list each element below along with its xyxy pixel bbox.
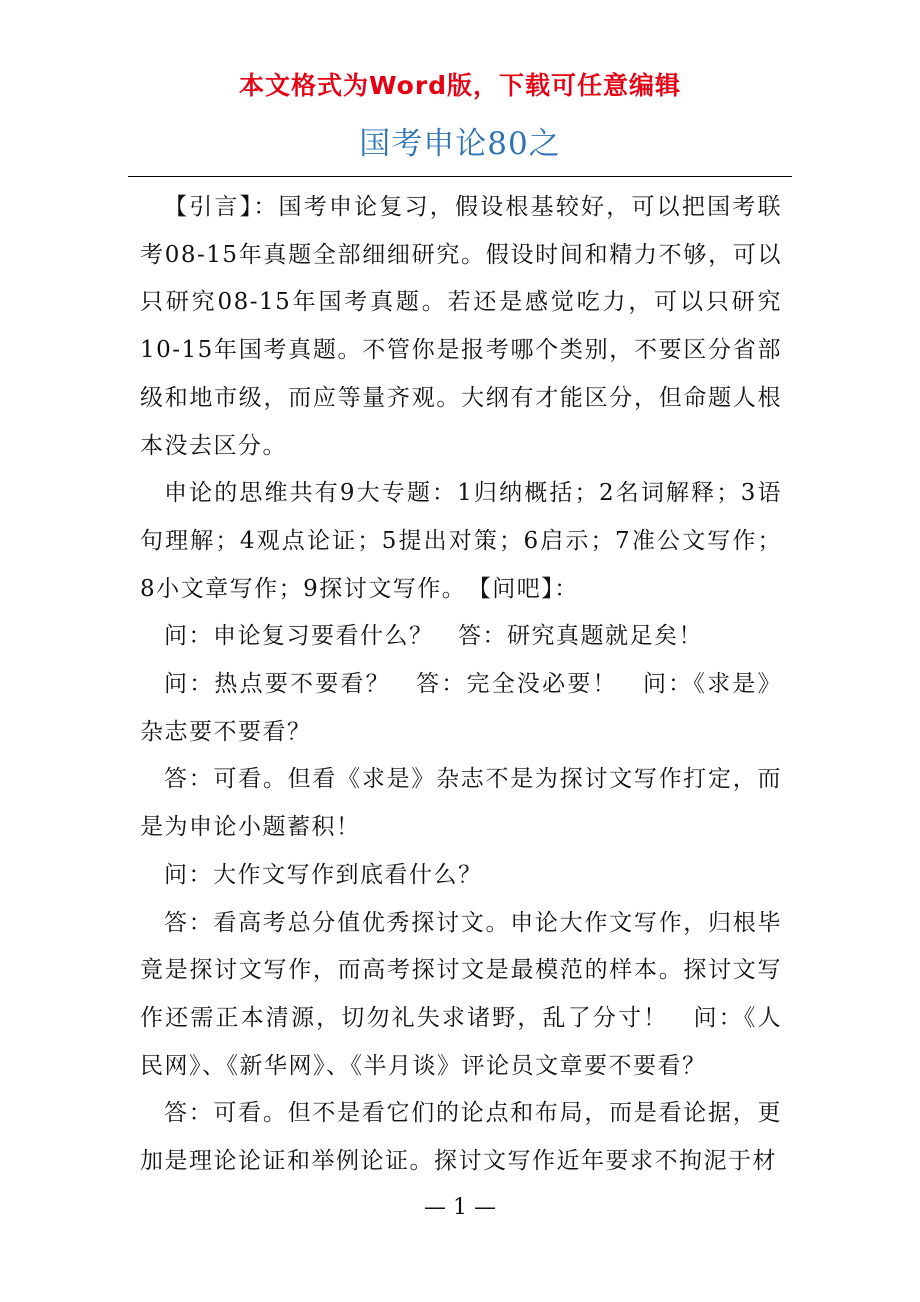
paragraph-introduction: 【引言】：国考申论复习，假设根基较好，可以把国考联考08-15年真题全部细细研究。假设时间和精力不够，可以只研究08-15年国考真题。若还是感觉吃力，可以只研究10-15年国考真题。不管你是报考哪个类别，不要区分省部级和地市级，而应等量齐观。大纲有才能区分，但命题人根本没去区分。 [140,194,782,459]
document-body [140,184,782,1186]
document-title: 国考申论80之 [359,126,561,162]
paragraph-qa: 问：申论复习要看什么？ 答：研究真题就足矣！ [164,623,703,650]
paragraph-qa: 答：可看。但不是看它们的论点和布局，而是看论据，更加是理论论证和举例论证。探讨文写作近年要求不拘泥于材 [140,1100,782,1175]
paragraph-qa: 答：看高考总分值优秀探讨文。申论大作文写作，归根毕竟是探讨文写作，而高考探讨文是最模范的样本。探讨文写作还需正本清源，切勿礼失求诸野，乱了分寸！ 问：《人民网》、《新华网》、《半月谈》评论员文章要不要看？ [140,909,782,1079]
title-divider [128,176,792,177]
paragraph-qa: 问：大作文写作到底看什么？ [164,861,483,888]
format-notice-banner: 本文格式为Word版，下载可任意编辑 [238,71,682,100]
paragraph-qa: 答：可看。但看《求是》杂志不是为探讨文写作打定，而是为申论小题蓄积！ [140,766,782,841]
paragraph-topics: 申论的思维共有9大专题：1归纳概括；2名词解释；3语句理解；4观点论证；5提出对策；6启示；7准公文写作；8小文章写作；9探讨文写作。 【问吧】： [140,480,782,602]
page-number: — 1 — [424,1195,496,1220]
paragraph-qa: 问：热点要不要看？ 答：完全没必要！ 问：《求是》杂志要不要看？ [140,671,782,745]
